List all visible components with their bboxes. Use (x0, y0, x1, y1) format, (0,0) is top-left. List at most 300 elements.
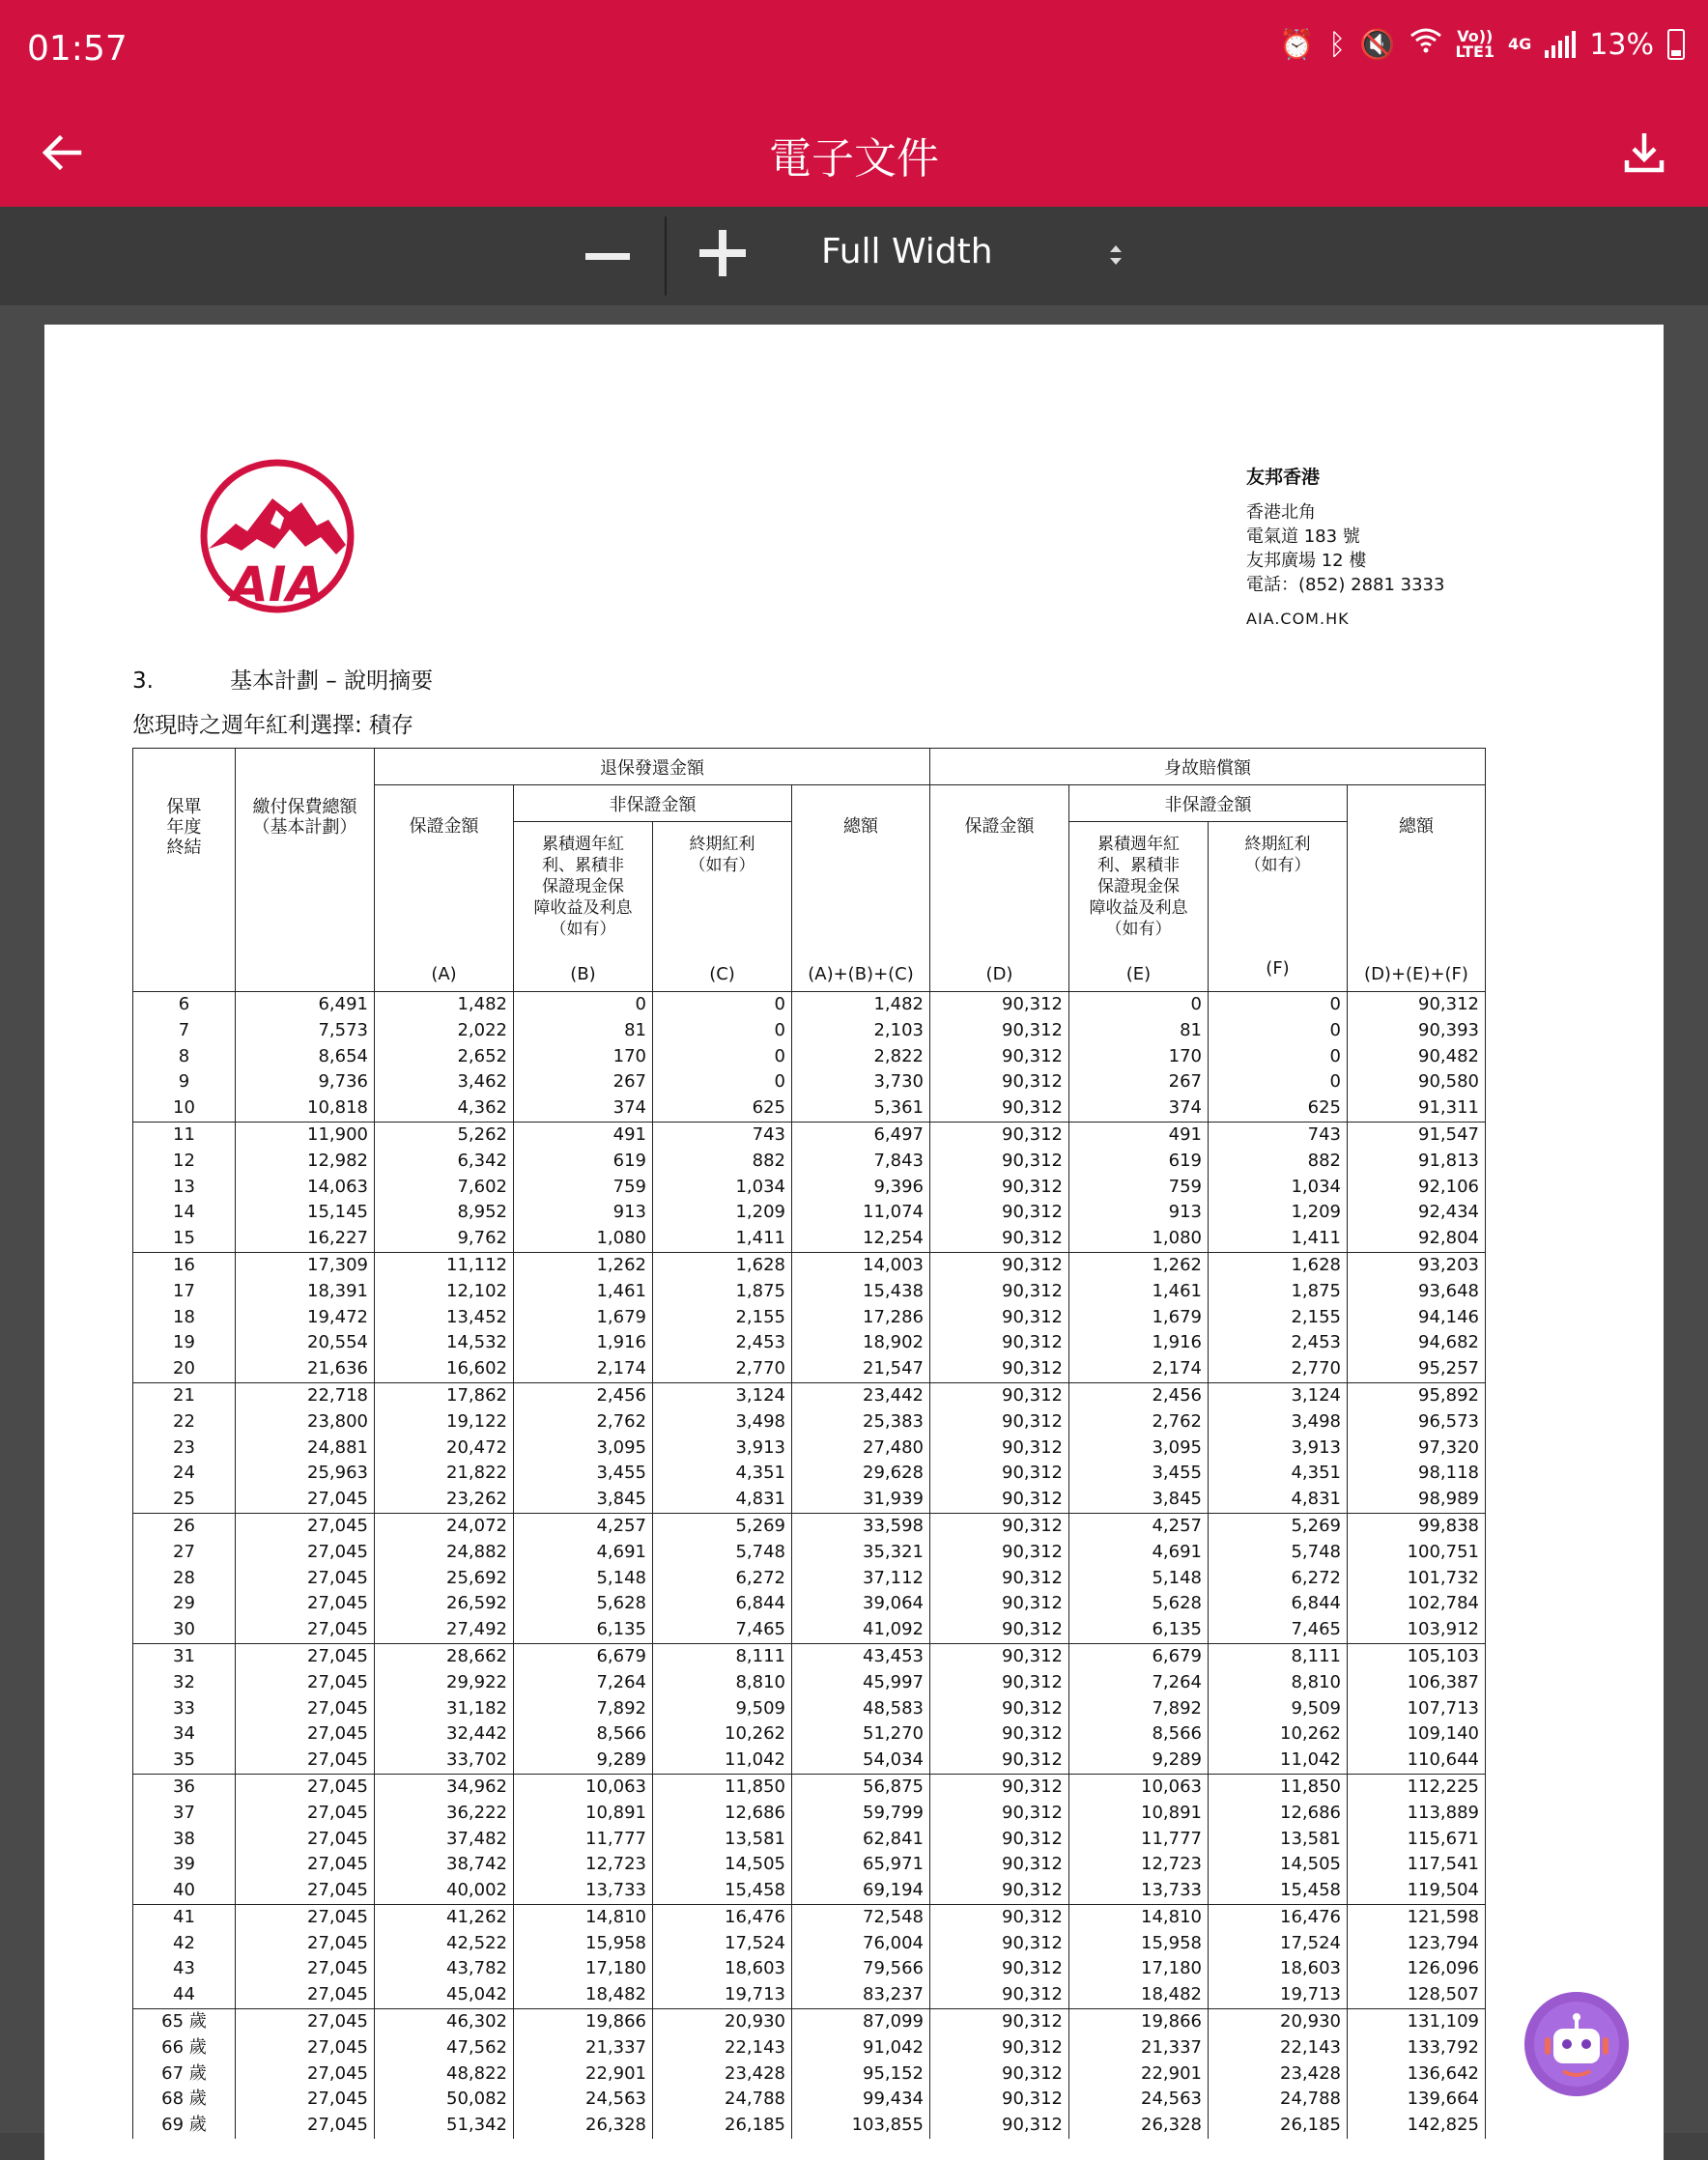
value-cell: 10,891 (1069, 1801, 1209, 1827)
header-accumulated-surrender: 累積週年紅 利、累積非 保證現金保 障收益及利息 （如有） (533, 835, 633, 939)
value-cell: 27,045 (236, 1696, 375, 1722)
value-cell: 54,034 (792, 1748, 930, 1774)
value-cell: 1,262 (1069, 1252, 1209, 1278)
value-cell: 12,254 (792, 1226, 930, 1252)
value-cell: 10,891 (514, 1801, 653, 1827)
section-heading (132, 663, 433, 695)
value-cell: 91,311 (1348, 1095, 1486, 1122)
value-cell: 3,845 (1069, 1487, 1209, 1513)
value-cell: 101,732 (1348, 1566, 1486, 1592)
value-cell: 23,428 (653, 2061, 792, 2088)
policy-year-cell: 12 (133, 1149, 236, 1175)
policy-year-cell: 9 (133, 1069, 236, 1095)
value-cell: 27,045 (236, 1982, 375, 2008)
value-cell: 8,654 (236, 1044, 375, 1070)
value-cell: 50,082 (375, 2087, 514, 2113)
value-cell: 90,312 (930, 1330, 1069, 1356)
value-cell: 27,045 (236, 1801, 375, 1827)
value-cell: 170 (514, 1044, 653, 1070)
value-cell: 3,498 (1209, 1409, 1348, 1435)
battery-icon (1667, 29, 1685, 60)
value-cell: 90,312 (930, 1149, 1069, 1175)
policy-year-cell: 31 (133, 1643, 236, 1669)
value-cell: 3,498 (653, 1409, 792, 1435)
value-cell: 4,257 (514, 1513, 653, 1539)
value-cell: 91,813 (1348, 1149, 1486, 1175)
value-cell: 90,312 (930, 1226, 1069, 1252)
value-cell: 37,482 (375, 1827, 514, 1853)
value-cell: 28,662 (375, 1643, 514, 1669)
policy-year-cell: 24 (133, 1461, 236, 1487)
value-cell: 95,257 (1348, 1356, 1486, 1382)
header-death-benefit: 身故賠償額 (930, 749, 1486, 785)
value-cell: 94,146 (1348, 1305, 1486, 1331)
table-row (133, 1956, 1486, 1982)
policy-year-cell: 6 (133, 992, 236, 1018)
company-address-block (1246, 466, 1444, 631)
policy-year-cell: 33 (133, 1696, 236, 1722)
value-cell: 48,583 (792, 1696, 930, 1722)
table-header (133, 749, 1486, 992)
value-cell: 491 (514, 1122, 653, 1148)
value-cell: 27,045 (236, 2061, 375, 2088)
status-icons (1279, 27, 1685, 62)
table-row (133, 1279, 1486, 1305)
value-cell: 5,361 (792, 1095, 930, 1122)
header-letter: (E) (1125, 964, 1152, 984)
table-row (133, 1226, 1486, 1252)
table-row (133, 2087, 1486, 2113)
value-cell: 7,465 (1209, 1617, 1348, 1643)
table-row (133, 1044, 1486, 1070)
value-cell: 90,580 (1348, 1069, 1486, 1095)
table-row (133, 1435, 1486, 1462)
value-cell: 18,482 (1069, 1982, 1209, 2008)
zoom-select[interactable]: Full Width (821, 232, 993, 271)
value-cell: 10,262 (653, 1721, 792, 1748)
value-cell: 25,692 (375, 1566, 514, 1592)
value-cell: 14,063 (236, 1175, 375, 1201)
value-cell: 11,900 (236, 1122, 375, 1148)
value-cell: 93,203 (1348, 1252, 1486, 1278)
value-cell: 42,522 (375, 1931, 514, 1957)
value-cell: 2,770 (1209, 1356, 1348, 1382)
policy-year-cell: 35 (133, 1748, 236, 1774)
table-row (133, 1149, 1486, 1175)
value-cell: 15,458 (653, 1878, 792, 1904)
value-cell: 19,472 (236, 1305, 375, 1331)
policy-year-cell: 22 (133, 1409, 236, 1435)
value-cell: 1,628 (1209, 1252, 1348, 1278)
value-cell: 24,563 (514, 2087, 653, 2113)
value-cell: 5,628 (514, 1591, 653, 1617)
value-cell: 69,194 (792, 1878, 930, 1904)
value-cell: 3,913 (653, 1435, 792, 1462)
value-cell: 90,312 (930, 1018, 1069, 1044)
aia-logo (197, 456, 357, 616)
value-cell: 1,034 (1209, 1175, 1348, 1201)
value-cell: 14,505 (653, 1852, 792, 1878)
value-cell: 3,095 (1069, 1435, 1209, 1462)
value-cell: 27,045 (236, 1487, 375, 1513)
value-cell: 3,124 (1209, 1382, 1348, 1408)
value-cell: 11,850 (653, 1774, 792, 1800)
header-total-surrender: 總額 (843, 816, 878, 837)
table-row (133, 1643, 1486, 1669)
value-cell: 26,185 (653, 2113, 792, 2139)
value-cell: 17,524 (1209, 1931, 1348, 1957)
value-cell: 107,713 (1348, 1696, 1486, 1722)
value-cell: 15,958 (1069, 1931, 1209, 1957)
value-cell: 33,598 (792, 1513, 930, 1539)
value-cell: 7,264 (1069, 1670, 1209, 1696)
value-cell: 17,180 (1069, 1956, 1209, 1982)
value-cell: 90,312 (930, 1878, 1069, 1904)
value-cell: 759 (514, 1175, 653, 1201)
value-cell: 0 (653, 992, 792, 1018)
value-cell: 27,480 (792, 1435, 930, 1462)
address-line: 香港北角 (1246, 502, 1316, 523)
value-cell: 6,272 (653, 1566, 792, 1592)
value-cell: 56,875 (792, 1774, 930, 1800)
header-letter: (D) (985, 964, 1013, 984)
value-cell: 24,788 (1209, 2087, 1348, 2113)
pdf-toolbar (0, 207, 1708, 305)
value-cell: 24,881 (236, 1435, 375, 1462)
table-row (133, 1827, 1486, 1853)
policy-year-cell: 10 (133, 1095, 236, 1122)
value-cell: 27,045 (236, 1904, 375, 1930)
value-cell: 90,312 (930, 2061, 1069, 2088)
value-cell: 2,453 (1209, 1330, 1348, 1356)
value-cell: 7,264 (514, 1670, 653, 1696)
value-cell: 743 (1209, 1122, 1348, 1148)
value-cell: 87,099 (792, 2009, 930, 2035)
header-non-guaranteed-death: 非保證金額 (1069, 785, 1348, 822)
value-cell: 90,312 (930, 992, 1069, 1018)
value-cell: 11,042 (1209, 1748, 1348, 1774)
table-body (133, 992, 1486, 2140)
value-cell: 6,679 (1069, 1643, 1209, 1669)
pdf-viewer[interactable] (0, 305, 1708, 2136)
value-cell: 103,855 (792, 2113, 930, 2139)
value-cell: 882 (1209, 1149, 1348, 1175)
value-cell: 5,148 (1069, 1566, 1209, 1592)
signal-icon (1545, 31, 1576, 58)
value-cell: 3,124 (653, 1382, 792, 1408)
assistant-bot-button[interactable] (1524, 1992, 1629, 2096)
value-cell: 19,713 (653, 1982, 792, 2008)
value-cell: 5,748 (1209, 1540, 1348, 1566)
bluetooth-icon: ᛒ (1328, 27, 1347, 62)
value-cell: 90,312 (930, 1540, 1069, 1566)
value-cell: 23,262 (375, 1487, 514, 1513)
value-cell: 90,312 (930, 1356, 1069, 1382)
value-cell: 3,730 (792, 1069, 930, 1095)
policy-year-cell: 42 (133, 1931, 236, 1957)
value-cell: 142,825 (1348, 2113, 1486, 2139)
value-cell: 90,312 (930, 1122, 1069, 1148)
value-cell: 14,505 (1209, 1852, 1348, 1878)
value-cell: 5,269 (1209, 1513, 1348, 1539)
value-cell: 4,351 (653, 1461, 792, 1487)
policy-year-cell: 11 (133, 1122, 236, 1148)
policy-year-cell: 7 (133, 1018, 236, 1044)
value-cell: 27,045 (236, 1748, 375, 1774)
value-cell: 1,034 (653, 1175, 792, 1201)
value-cell: 90,312 (930, 1069, 1069, 1095)
value-cell: 27,045 (236, 2087, 375, 2113)
policy-year-cell: 29 (133, 1591, 236, 1617)
value-cell: 90,312 (930, 1956, 1069, 1982)
value-cell: 1,679 (514, 1305, 653, 1331)
value-cell: 9,509 (653, 1696, 792, 1722)
value-cell: 51,270 (792, 1721, 930, 1748)
value-cell: 0 (653, 1018, 792, 1044)
table-row (133, 1852, 1486, 1878)
alarm-icon: ⏰ (1278, 27, 1316, 62)
zoom-out-button[interactable] (580, 230, 636, 282)
value-cell: 8,566 (514, 1721, 653, 1748)
value-cell: 267 (514, 1069, 653, 1095)
value-cell: 90,312 (930, 2035, 1069, 2061)
value-cell: 96,573 (1348, 1409, 1486, 1435)
value-cell: 24,788 (653, 2087, 792, 2113)
battery-percent: 13% (1589, 27, 1654, 62)
table-row (133, 1721, 1486, 1748)
value-cell: 59,799 (792, 1801, 930, 1827)
value-cell: 2,762 (1069, 1409, 1209, 1435)
value-cell: 65,971 (792, 1852, 930, 1878)
value-cell: 15,438 (792, 1279, 930, 1305)
value-cell: 17,309 (236, 1252, 375, 1278)
dropdown-arrows-icon[interactable] (1105, 236, 1126, 274)
value-cell: 15,458 (1209, 1878, 1348, 1904)
value-cell: 31,939 (792, 1487, 930, 1513)
value-cell: 8,952 (375, 1200, 514, 1226)
value-cell: 2,103 (792, 1018, 930, 1044)
policy-year-cell: 44 (133, 1982, 236, 2008)
value-cell: 27,045 (236, 1774, 375, 1800)
value-cell: 12,102 (375, 1279, 514, 1305)
value-cell: 121,598 (1348, 1904, 1486, 1930)
value-cell: 14,810 (1069, 1904, 1209, 1930)
value-cell: 90,482 (1348, 1044, 1486, 1070)
policy-year-cell: 34 (133, 1721, 236, 1748)
zoom-in-button[interactable] (694, 224, 752, 282)
value-cell: 128,507 (1348, 1982, 1486, 2008)
table-row (133, 1200, 1486, 1226)
value-cell: 16,476 (653, 1904, 792, 1930)
table-row (133, 1696, 1486, 1722)
table-row (133, 1305, 1486, 1331)
value-cell: 2,822 (792, 1044, 930, 1070)
table-row (133, 1748, 1486, 1774)
value-cell: 6,135 (514, 1617, 653, 1643)
value-cell: 90,312 (930, 1461, 1069, 1487)
value-cell: 126,096 (1348, 1956, 1486, 1982)
value-cell: 2,652 (375, 1044, 514, 1070)
value-cell: 4,831 (1209, 1487, 1348, 1513)
value-cell: 92,434 (1348, 1200, 1486, 1226)
value-cell: 90,312 (930, 2113, 1069, 2139)
value-cell: 27,045 (236, 1956, 375, 1982)
value-cell: 20,930 (1209, 2009, 1348, 2035)
value-cell: 3,095 (514, 1435, 653, 1462)
illustration-table (132, 748, 1486, 2139)
value-cell: 1,209 (1209, 1200, 1348, 1226)
value-cell: 6,679 (514, 1643, 653, 1669)
value-cell: 913 (1069, 1200, 1209, 1226)
table-row (133, 1461, 1486, 1487)
value-cell: 90,312 (930, 1931, 1069, 1957)
table-row (133, 1670, 1486, 1696)
table-row (133, 1356, 1486, 1382)
value-cell: 32,442 (375, 1721, 514, 1748)
value-cell: 27,045 (236, 1591, 375, 1617)
value-cell: 13,733 (1069, 1878, 1209, 1904)
value-cell: 62,841 (792, 1827, 930, 1853)
value-cell: 1,916 (514, 1330, 653, 1356)
page-title: 電子文件 (769, 134, 939, 184)
value-cell: 109,140 (1348, 1721, 1486, 1748)
header-surrender-value: 退保發還金額 (375, 749, 930, 785)
value-cell: 90,312 (930, 1721, 1069, 1748)
table-row (133, 1774, 1486, 1800)
value-cell: 95,152 (792, 2061, 930, 2088)
value-cell: 1,628 (653, 1252, 792, 1278)
value-cell: 99,434 (792, 2087, 930, 2113)
value-cell: 90,312 (930, 1305, 1069, 1331)
value-cell: 37,112 (792, 1566, 930, 1592)
value-cell: 10,262 (1209, 1721, 1348, 1748)
value-cell: 90,312 (930, 1566, 1069, 1592)
policy-year-cell: 19 (133, 1330, 236, 1356)
value-cell: 12,686 (1209, 1801, 1348, 1827)
value-cell: 123,794 (1348, 1931, 1486, 1957)
table-row (133, 1409, 1486, 1435)
value-cell: 619 (514, 1149, 653, 1175)
value-cell: 14,003 (792, 1252, 930, 1278)
value-cell: 22,901 (514, 2061, 653, 2088)
value-cell: 21,547 (792, 1356, 930, 1382)
value-cell: 6,497 (792, 1122, 930, 1148)
value-cell: 19,122 (375, 1409, 514, 1435)
value-cell: 1,209 (653, 1200, 792, 1226)
value-cell: 27,045 (236, 1540, 375, 1566)
value-cell: 131,109 (1348, 2009, 1486, 2035)
value-cell: 90,312 (930, 1643, 1069, 1669)
header-accumulated-death: 累積週年紅 利、累積非 保證現金保 障收益及利息 （如有） (1089, 835, 1188, 939)
value-cell: 9,289 (1069, 1748, 1209, 1774)
value-cell: 90,312 (930, 1591, 1069, 1617)
table-row (133, 1566, 1486, 1592)
table-row (133, 1801, 1486, 1827)
value-cell: 26,592 (375, 1591, 514, 1617)
value-cell: 3,913 (1209, 1435, 1348, 1462)
value-cell: 1,679 (1069, 1305, 1209, 1331)
download-icon[interactable] (1617, 126, 1671, 180)
value-cell: 13,581 (653, 1827, 792, 1853)
network-type-icon: 4G (1508, 35, 1532, 53)
value-cell: 90,312 (930, 1252, 1069, 1278)
value-cell: 5,269 (653, 1513, 792, 1539)
policy-year-cell: 8 (133, 1044, 236, 1070)
header-letter: (F) (1266, 958, 1290, 979)
value-cell: 11,112 (375, 1252, 514, 1278)
header-total-premium: 繳付保費總額 （基本計劃） (236, 749, 375, 992)
header-policy-year: 保單 年度 終結 (133, 749, 236, 992)
value-cell: 2,174 (1069, 1356, 1209, 1382)
value-cell: 6,844 (1209, 1591, 1348, 1617)
value-cell: 25,963 (236, 1461, 375, 1487)
value-cell: 4,257 (1069, 1513, 1209, 1539)
value-cell: 9,762 (375, 1226, 514, 1252)
value-cell: 22,143 (1209, 2035, 1348, 2061)
value-cell: 29,922 (375, 1670, 514, 1696)
value-cell: 113,889 (1348, 1801, 1486, 1827)
value-cell: 27,045 (236, 1566, 375, 1592)
value-cell: 90,312 (930, 1409, 1069, 1435)
value-cell: 11,850 (1209, 1774, 1348, 1800)
value-cell: 21,822 (375, 1461, 514, 1487)
value-cell: 16,227 (236, 1226, 375, 1252)
value-cell: 90,312 (930, 1200, 1069, 1226)
pdf-page (44, 325, 1664, 2160)
value-cell: 20,472 (375, 1435, 514, 1462)
policy-year-cell: 14 (133, 1200, 236, 1226)
value-cell: 91,547 (1348, 1122, 1486, 1148)
value-cell: 21,337 (514, 2035, 653, 2061)
value-cell: 27,045 (236, 1643, 375, 1669)
value-cell: 5,262 (375, 1122, 514, 1148)
value-cell: 90,312 (1348, 992, 1486, 1018)
value-cell: 90,312 (930, 2009, 1069, 2035)
policy-year-cell: 39 (133, 1852, 236, 1878)
policy-year-cell: 32 (133, 1670, 236, 1696)
value-cell: 102,784 (1348, 1591, 1486, 1617)
value-cell: 11,777 (1069, 1827, 1209, 1853)
value-cell: 27,045 (236, 2035, 375, 2061)
value-cell: 1,875 (653, 1279, 792, 1305)
app-bar (0, 100, 1708, 207)
value-cell: 27,045 (236, 1617, 375, 1643)
value-cell: 0 (1209, 1018, 1348, 1044)
header-total-death: 總額 (1399, 816, 1434, 837)
value-cell: 759 (1069, 1175, 1209, 1201)
value-cell: 0 (514, 992, 653, 1018)
value-cell: 90,312 (930, 1696, 1069, 1722)
value-cell: 90,312 (930, 1279, 1069, 1305)
value-cell: 0 (1209, 1069, 1348, 1095)
header-letter: (C) (709, 964, 735, 984)
value-cell: 94,682 (1348, 1330, 1486, 1356)
value-cell: 83,237 (792, 1982, 930, 2008)
value-cell: 90,393 (1348, 1018, 1486, 1044)
value-cell: 170 (1069, 1044, 1209, 1070)
value-cell: 11,042 (653, 1748, 792, 1774)
value-cell: 2,155 (1209, 1305, 1348, 1331)
header-letter: (A)+(B)+(C) (808, 964, 914, 984)
value-cell: 92,804 (1348, 1226, 1486, 1252)
value-cell: 90,312 (930, 1175, 1069, 1201)
value-cell: 136,642 (1348, 2061, 1486, 2088)
wifi-icon (1409, 27, 1442, 62)
value-cell: 90,312 (930, 2087, 1069, 2113)
value-cell: 51,342 (375, 2113, 514, 2139)
value-cell: 8,810 (653, 1670, 792, 1696)
section-number: 3. (132, 668, 154, 694)
